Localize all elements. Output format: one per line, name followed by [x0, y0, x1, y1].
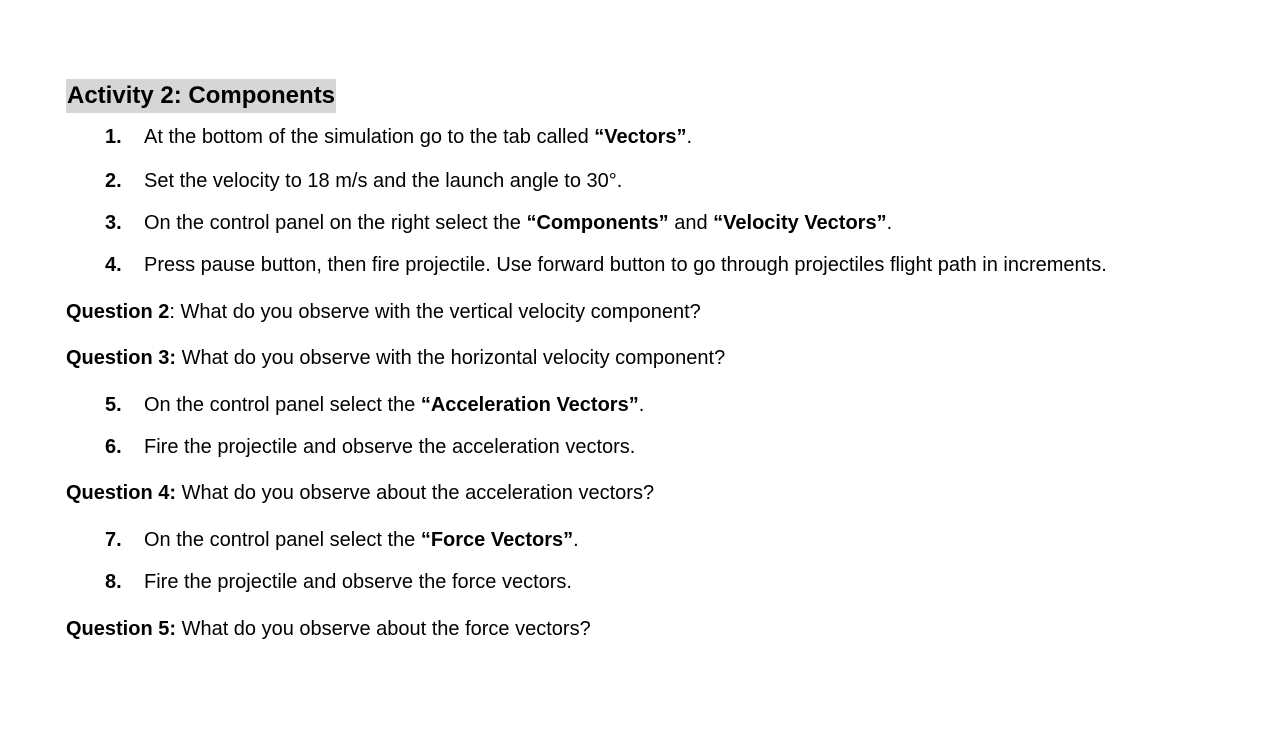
list-number: 6.	[105, 436, 122, 458]
list-number: 1.	[105, 126, 122, 148]
list-text: On the control panel select the “Acceleration Vectors”.	[144, 394, 645, 416]
question-4	[66, 480, 654, 506]
question-text: What do you observe about the force vectors?	[176, 618, 591, 640]
bold-term: “Vectors”	[594, 126, 687, 148]
question-label: Question 4:	[66, 482, 177, 504]
question-text: What do you observe with the vertical velocity component?	[174, 301, 701, 323]
list-number: 2.	[105, 170, 122, 192]
question-text: What do you observe about the acceleration vectors?	[176, 482, 655, 504]
question-text: What do you observe with the horizontal velocity component?	[176, 347, 726, 369]
list-number: 5.	[105, 394, 122, 416]
list-text: Fire the projectile and observe the acceleration vectors.	[144, 436, 636, 458]
activity-heading: Activity 2: Components	[66, 79, 336, 113]
question-5	[66, 616, 591, 642]
bold-term: “Acceleration Vectors”	[420, 394, 639, 416]
list-text: Set the velocity to 18 m/s and the launch angle to 30°.	[144, 170, 623, 192]
question-label: Question 2	[66, 301, 170, 323]
list-text: On the control panel select the “Force Vectors”.	[144, 529, 579, 551]
list-number: 3.	[105, 212, 122, 234]
bold-term: “Velocity Vectors”	[713, 212, 887, 234]
question-label: Question 3:	[66, 347, 177, 369]
list-text: At the bottom of the simulation go to the tab called “Vectors”.	[144, 126, 693, 148]
list-number: 8.	[105, 571, 122, 593]
list-text: Fire the projectile and observe the force vectors.	[144, 571, 572, 593]
bold-term: “Components”	[526, 212, 669, 234]
question-label: Question 5:	[66, 618, 177, 640]
list-text: On the control panel on the right select the “Components” and “Velocity Vectors”.	[144, 212, 893, 234]
list-number: 4.	[105, 254, 122, 276]
bold-term: “Force Vectors”	[420, 529, 574, 551]
list-number: 7.	[105, 529, 122, 551]
question-3	[66, 345, 725, 371]
question-2: Question 2: What do you observe with the vertical velocity component?	[66, 301, 701, 323]
list-text: Press pause button, then fire projectile. Use forward button to go through projectiles flight path in increments.	[144, 254, 1107, 276]
